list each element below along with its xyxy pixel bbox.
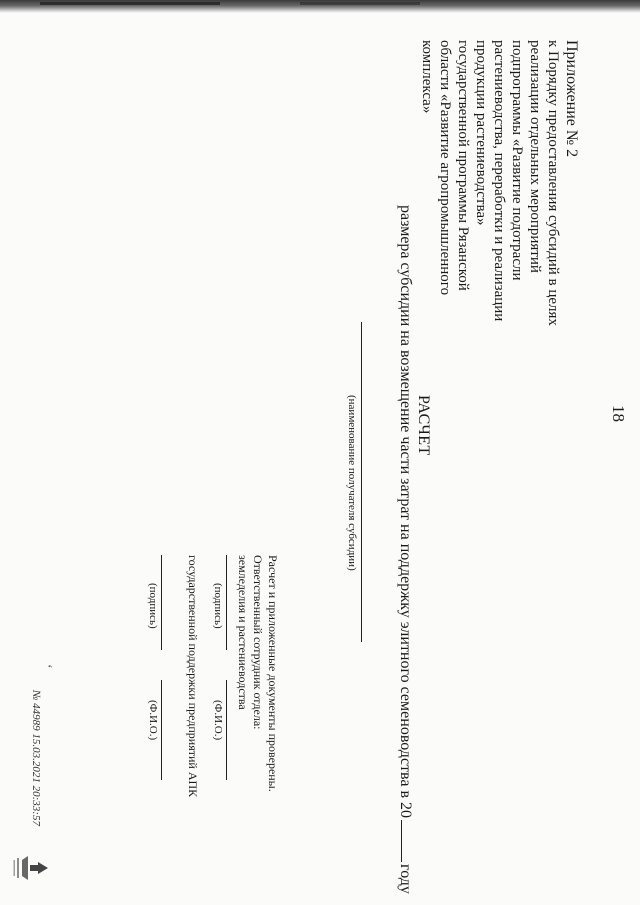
document-title: РАСЧЕТ — [415, 395, 432, 456]
appendix-line: продукции растениеводства» — [473, 40, 489, 226]
signature-line-2 — [161, 555, 162, 650]
appendix-line: комплекса» — [419, 40, 435, 114]
emblem-icon — [8, 848, 52, 888]
year-blank — [401, 820, 402, 862]
name-caption-2: (Ф.И.О.) — [147, 700, 159, 741]
appendix-line: реализации отдельных мероприятий — [527, 40, 543, 273]
appendix-line: растениеводства, переработки и реализации — [491, 40, 507, 322]
verification-line: Ответственный сотрудник отдела: — [251, 555, 265, 730]
ink-mark-icon: ʻ — [39, 664, 54, 669]
subtitle-year-word: году — [397, 864, 414, 894]
appendix-line: подпрограммы «Развитие подотрасли — [509, 40, 525, 281]
appendix-line: государственной программы Рязанской — [455, 40, 471, 291]
appendix-line: области «Развитие агропромышленного — [437, 40, 453, 296]
verification-line: земледелия и растениеводства — [236, 555, 250, 710]
signature-caption: (подпись) — [212, 583, 224, 629]
signature-line — [226, 555, 227, 650]
recipient-line — [361, 322, 362, 642]
document-subtitle — [396, 205, 414, 894]
registration-stamp: № 44989 15.03.2021 20:33:57 — [30, 690, 42, 826]
appendix-line: Приложение № 2 — [563, 40, 580, 158]
signature-caption-2: (подпись) — [147, 583, 159, 629]
name-line — [226, 680, 227, 780]
subtitle-text: размера субсидии на возмещение части затрат на поддержку элитного семеноводства в 20 — [397, 205, 414, 819]
department-line: государственной поддержки предприятий АПК — [186, 555, 200, 798]
name-caption: (Ф.И.О.) — [212, 700, 224, 741]
appendix-line: к Порядку предоставления субсидий в целях — [545, 40, 561, 326]
appendix-header — [418, 40, 580, 370]
verification-block — [235, 555, 280, 792]
recipient-caption: (наименование получателя субсидии) — [346, 395, 358, 571]
verification-line: Расчет и приложенные документы проверены. — [266, 555, 280, 792]
page-number: 18 — [609, 405, 628, 422]
name-line-2 — [161, 680, 162, 780]
